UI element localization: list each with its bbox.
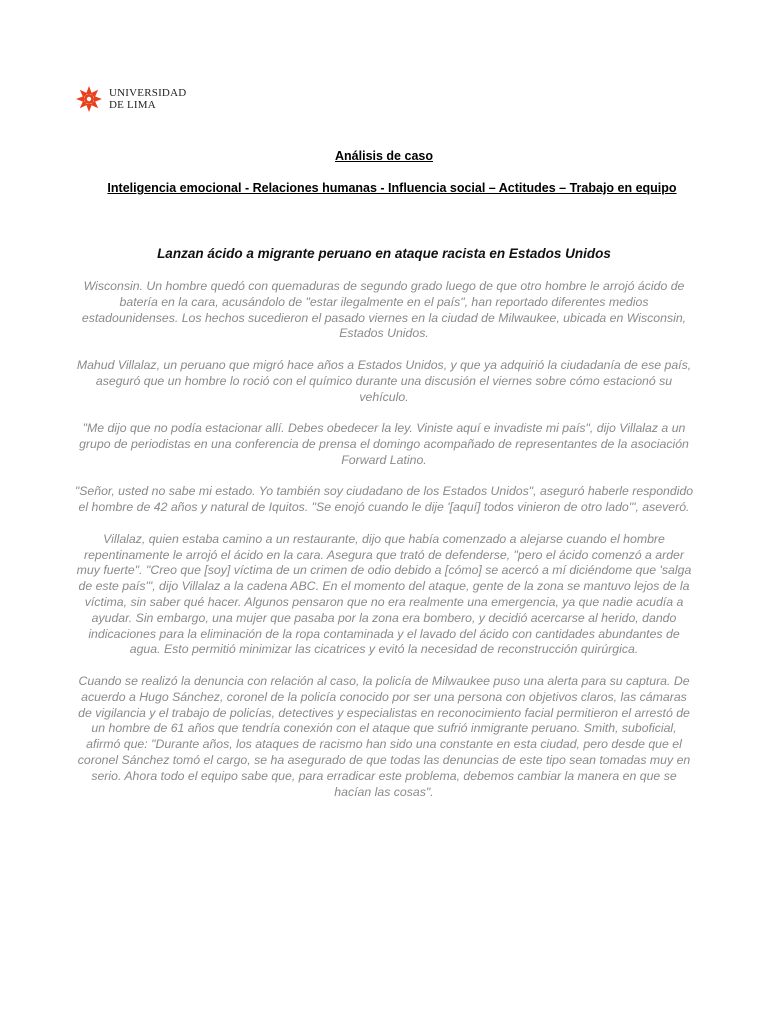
article-paragraph-2: Mahud Villalaz, un peruano que migró hace años a Estados Unidos, y que ya adquirió la ciudadanía de ese país, aseguró que un hombre lo roció con el químico durante una discusión el viernes sobre cómo estacionó su vehículo. (76, 357, 692, 404)
article-title: Lanzan ácido a migrante peruano en ataque racista en Estados Unidos (157, 246, 611, 261)
article-paragraph-4: "Señor, usted no sabe mi estado. Yo también soy ciudadano de los Estados Unidos", aseguró haberle respondido el hombre de 42 años y natural de Iquitos. "Se enojó cuando le dije '[aquí] todos vinieron de otro lado'", aseveró. (74, 484, 694, 515)
star-logo-icon (75, 85, 103, 113)
logo-wordmark (109, 87, 186, 111)
article-paragraph-6: Cuando se realizó la denuncia con relación al caso, la policía de Milwaukee puso una alerta para su captura. De acuerdo a Hugo Sánchez, coronel de la policía conocido por ser una persona con objetivos claros, las cámaras de vigilancia y el trabajo de policías, detectives y especialistas en reconocimiento facial permitieron el arrestó de un hombre de 61 años que tendría conexión con el ataque que sufrió inmigrante peruano. Smith, suboficial, afirmó que: "Durante años, los ataques de racismo han sido una constante en esta ciudad, pero desde que el coronel Sánchez tomó el cargo, se ha asegurado de que todas las denuncias de este tipo sean tomadas muy en serio. Ahora todo el equipo sabe que, para erradicar este problema, debemos cambiar la manera en que se hacían las cosas". (77, 673, 691, 799)
university-logo (75, 85, 186, 113)
article-body (74, 279, 694, 816)
logo-line-1: UNIVERSIDAD (109, 87, 187, 99)
document-heading: Análisis de caso (335, 149, 433, 163)
article-paragraph-1: Wisconsin. Un hombre quedó con quemaduras de segundo grado luego de que otro hombre le arrojó ácido de batería en la cara, acusándolo de "estar ilegalmente en el país", han reportado diferentes medios estadounidenses. Los hechos sucedieron el pasado viernes en la ciudad de Milwaukee, ubicada en Wisconsin, Estados Unidos. (81, 279, 687, 341)
article-paragraph-5: Villalaz, quien estaba camino a un restaurante, dijo que había comenzado a alejarse cuando el hombre repentinamente le arrojó el ácido en la cara. Asegura que trató de defenderse, "pero el ácido comenzó a arder muy fuerte". "Creo que [soy] víctima de un crimen de odio debido a [cómo] se acercó a mí diciéndome que 'salga de este país'", dijo Villalaz a la cadena ABC. En el momento del ataque, gente de la zona se mantuvo lejos de la víctima, sin saber qué hacer. Algunos pensaron que no era realmente una emergencia, ya que nadie acudía a ayudar. Sin embargo, una mujer que pasaba por la zona era bombero, y decidió acercarse al herido, dando indicaciones para la eliminación de la ropa contaminada y el lavado del ácido con cantidades abundantes de agua. Esto permitió minimizar las cicatrices y evitó la necesidad de reconstrucción quirúrgica. (76, 531, 692, 657)
topics-subheading: Inteligencia emocional - Relaciones humanas - Influencia social – Actitudes – Trabajo en equipo (107, 181, 677, 195)
logo-line-2: DE LIMA (109, 99, 156, 111)
article-paragraph-3: "Me dijo que no podía estacionar allí. Debes obedecer la ley. Viniste aquí e invadiste mi país", dijo Villalaz a un grupo de periodistas en una conferencia de prensa el domingo acompañado de representantes de la asociación Forward Latino. (79, 421, 689, 467)
